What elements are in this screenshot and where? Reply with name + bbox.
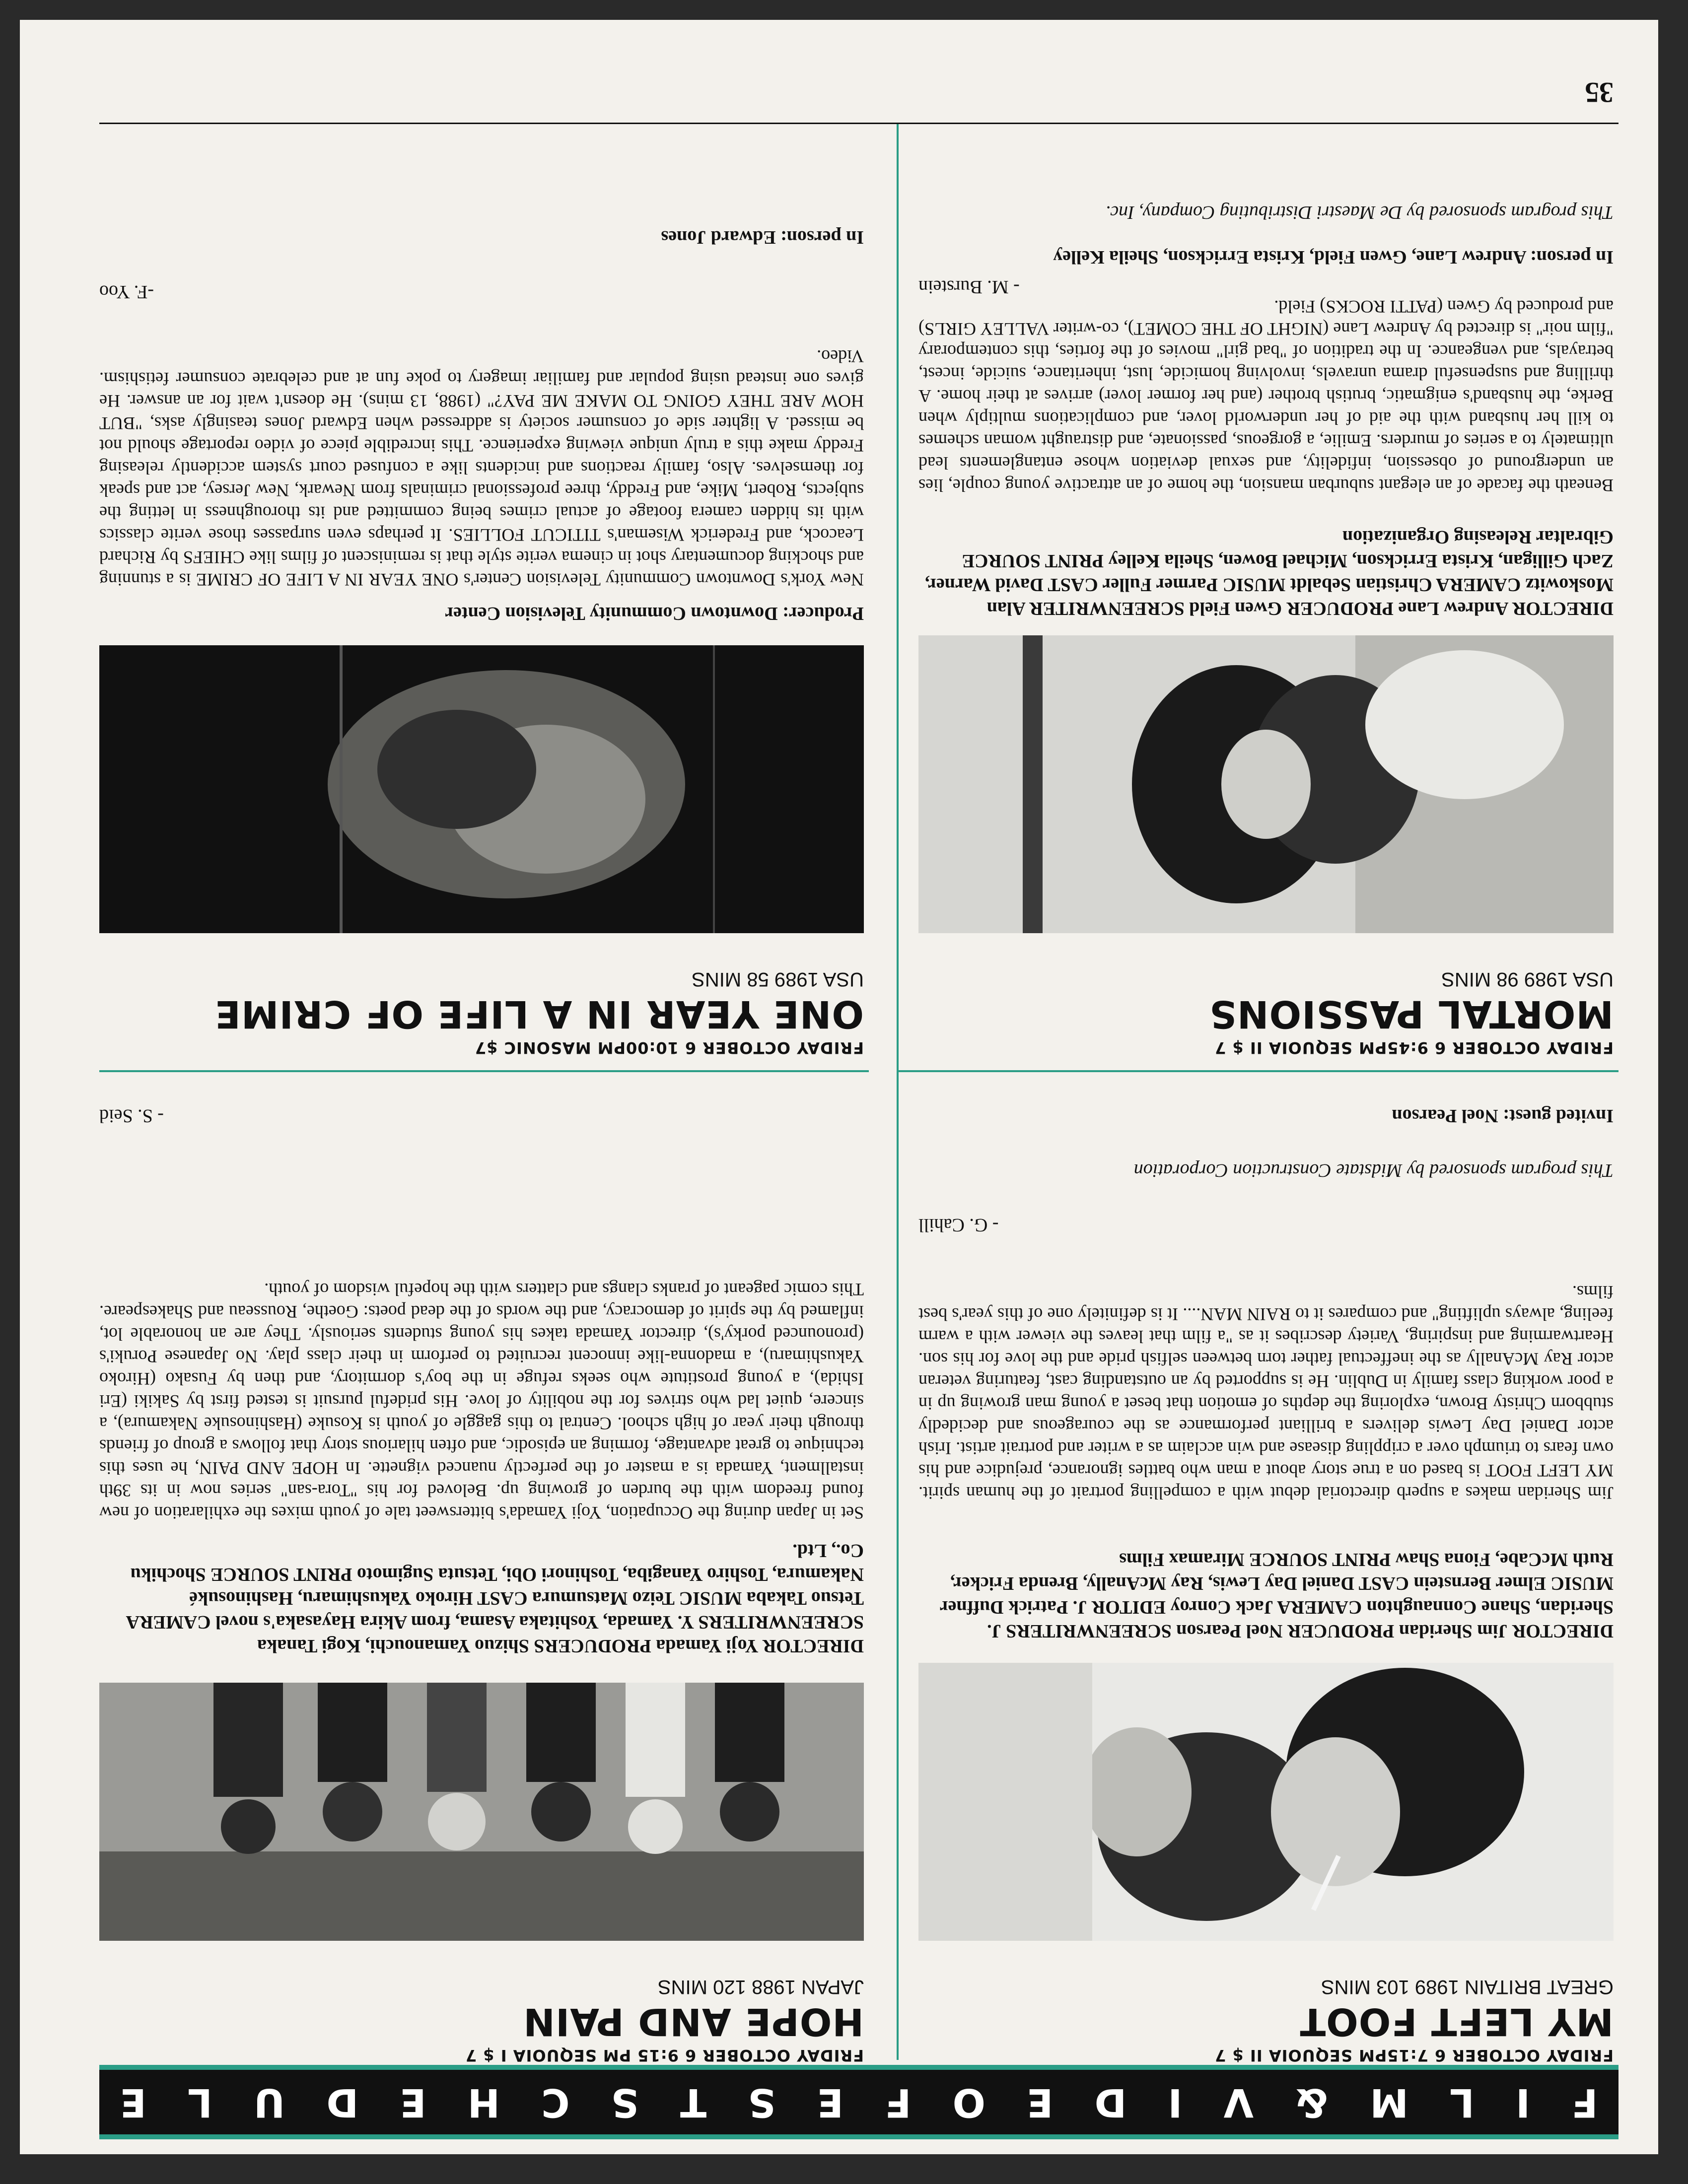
film-credits: Producer: Downtown Community Television Center: [445, 603, 864, 624]
film-title: HOPE AND PAIN: [523, 2000, 864, 2044]
sponsor-note: This program sponsored by De Maestri Distributing Company, Inc.: [1105, 202, 1614, 223]
film-description: New York's Downtown Community Television Center's ONE YEAR IN A LIFE OF CRIME is a stunning and shocking documentary shot in cinema verite style that is reminiscent of films like CHIEFS by Richard Leacock, and Frederick Wiseman's TITICUT FOLLIES. It perhaps even surpasses those verite classics with its hidden camera footage of actual crimes being committed and its thoroughness in letting the subjects, Robert, Mike, and Freddy, three professional criminals from Newark, New Jersey, act and speak for themselves. Also, family reactions and incidents like a confused court system accidently releasing Freddy make this a truly unique viewing experience. This incredible piece of video reportage should not be missed. A lighter side of consumer society is addressed when Edward Jones teasingly asks, "BUT HOW ARE THEY GOING TO MAKE ME PAY?" (1988, 13 mins). He doesn't wait for an answer. He gives one instead using popular and familiar imagery to poke fun at and celebrate consumer fetishism. Video.: [99, 346, 864, 590]
film-credits: DIRECTOR Jim Sheridan PRODUCER Noel Pearson SCREENWRITERS J. Sheridan, Shane Connaughton CAMERA Jack Conroy EDITOR J. Patrick Duffner MUSIC Elmer Bernstein CAST Daniel Day Lewis, Ray McAnally, Brenda Fricker, Ruth McCabe, Fiona Shaw PRINT SOURCE Miramax Films: [940, 1549, 1614, 1641]
banner-letter: S: [748, 2080, 776, 2124]
banner-letter: V: [1223, 2080, 1254, 2124]
film-title: MY LEFT FOOT: [1299, 2000, 1614, 2044]
guest-note: Invited guest: Noel Pearson: [1392, 1105, 1614, 1126]
film-title: MORTAL PASSIONS: [1209, 992, 1614, 1036]
banner-letter: H: [467, 2080, 500, 2124]
film-meta: USA 1989 58 MINS: [692, 968, 864, 990]
photo-still-my-left-foot: [918, 1663, 1614, 1941]
banner-letter: E: [400, 2080, 426, 2124]
sponsor-note: This program sponsored by Midstate Construction Corporation: [1133, 1160, 1614, 1181]
banner-letter: D: [326, 2080, 359, 2124]
guest-note: In person: Andrew Lane, Gwen Field, Krista Errickson, Sheila Kelley: [1053, 247, 1614, 268]
banner-letter: I: [1515, 2080, 1530, 2124]
film-credits: DIRECTOR Andrew Lane PRODUCER Gwen Field SCREENWRITER Alan Moskowitz CAMERA Christian Sebaldt MUSIC Parmer Fuller CAST David Warner, Zach Gilligan, Krista Errickson, Michael Bowen, Sheila Kelley PRINT SOURCE Gibraltar Releasing Organization: [924, 527, 1614, 619]
banner-letter: E: [120, 2080, 146, 2124]
row-divider-left: [899, 1070, 1618, 1072]
screening-info: FRIDAY OCTOBER 6 7:15PM SEQUOIA II $ 7: [1214, 2046, 1614, 2065]
film-meta: JAPAN 1988 120 MINS: [657, 1976, 864, 1998]
footer-rule: [99, 123, 1618, 124]
banner-letter: F: [1571, 2080, 1598, 2124]
film-meta: GREAT BRITAIN 1989 103 MINS: [1321, 1976, 1614, 1998]
banner-letter: M: [1370, 2080, 1408, 2124]
row-divider-right: [99, 1070, 869, 1072]
banner-letter: E: [1027, 2080, 1054, 2124]
film-description: Jim Sheridan makes a superb directorial debut with a compelling portrait of the human spirit. MY LEFT FOOT is based on a true story about a man who battles ignorance, prejudice and his own fears to triumph over a crippling disease and win acclaim as a writer and portrait artist. Irish actor Daniel Day Lewis delivers a brilliant performance as the courageous and decidedly stubborn Christy Brown, exploring the depths of emotion that beset a young man growing up in a poor working class family in Dublin. He is supported by an outstanding cast, featuring veteran actor Ray McAnally as the ineffectual father torn between selfish pride and the love for his son. Heartwarming and inspiring, Variety describes it as "a film that leaves the viewer with a warm feeling, always uplifting" and compares it to RAIN MAN.... It is definitely one of this year's best films.: [918, 1282, 1614, 1503]
guest-note: In person: Edward Jones: [661, 227, 864, 248]
banner-letter: &: [1295, 2080, 1329, 2124]
banner-letter: L: [1450, 2080, 1475, 2124]
banner-letter: T: [680, 2080, 707, 2124]
banner-letter: I: [1168, 2080, 1183, 2124]
film-description: Set in Japan during the Occupation, Yoji Yamada's bittersweet tale of youth mixes the exhilaration of new found freedom with the burden of growing up. Beloved for his "Tora-san" series now in its 39th installment, Yamada is a master of the perfectly nuanced vignette. In HOPE AND PAIN, he uses this technique to great advantage, forming an episodic, and often hilarious story that follows a group of friends through their year of high school. Central to this gaggle of youth is Kosuke (Hashinosuke Nakamura), a sincere, quiet lad who strives for the nobility of love. His prideful pursuit is tested first by Sakiki (Eri Ishida), a young prostitute who seeks refuge in the boy's dormitory, and then by Fusako (Hiroko Yakushimaru), a madonna-like innocent recruited to perform in their class play. No Japanese Poruki's (pronounced porky's), director Yamada takes his young students seriously. They are an honorable lot, inflamed by the spirit of democracy, and the words of the dead poets: Goethe, Rousseau and Shakespeare. This comic pageant of pranks clangs and clatters with the hopeful wisdom of youth.: [99, 1280, 864, 1523]
banner-letter: L: [188, 2080, 212, 2124]
film-title: ONE YEAR IN A LIFE OF CRIME: [214, 992, 864, 1036]
photo-still-hope-and-pain: [99, 1683, 864, 1941]
reviewer-signature: - M. Burstein: [918, 276, 1020, 297]
banner-letter: E: [817, 2080, 844, 2124]
banner-letter: F: [885, 2080, 912, 2124]
page-number: 35: [1585, 76, 1614, 109]
reviewer-signature: - G. Cahill: [918, 1215, 999, 1235]
column-divider: [897, 124, 899, 2060]
film-block-my-left-foot: [918, 1976, 1614, 2065]
banner-letter: D: [1094, 2080, 1127, 2124]
schedule-banner: [99, 2065, 1618, 2139]
reviewer-signature: - S. Seid: [99, 1105, 164, 1126]
film-block-hope-and-pain: [99, 1976, 864, 2065]
screening-info: FRIDAY OCTOBER 6 9:15 PM SEQUOIA I $ 7: [465, 2046, 864, 2065]
screening-info: FRIDAY OCTOBER 6 9:45PM SEQUOIA II $ 7: [1214, 1038, 1614, 1057]
reviewer-signature: -F. Yoo: [99, 281, 154, 302]
film-credits: DIRECTOR Yoji Yamada PRODUCERS Shizuo Yamanouchi, Kogi Tanaka SCREENWRITERS Y. Yamada, Yoshitaka Asama, from Akira Hayasaka's novel CAMERA Tetsuo Takaba MUSIC Teizo Matsumura CAST Hiroko Yakushimaru, Hashinosuké Nakamura, Toshiro Yanagiba, Toshinori Obi, Tetsuta Sugimoto PRINT SOURCE Shochiku Co., Ltd.: [127, 1540, 864, 1656]
film-description: Beneath the facade of an elegant suburban mansion, the home of an attractive young couple, lies an underground of obsession, infidelity, and sexual deviation whose entanglements lead ultimately to a series of murders. Emilie, a gorgeous, passionate, and distraught woman schemes to kill her husband with the aid of her underworld lover, and complications multiply when Berke, the husband's enigmatic, brutish brother (and her former lover) arrives at their home. A thrilling and suspenseful drama unravels, involving homicide, lust, inheritance, suicide, incest, betrayals, and vengeance. In the tradition of "bad girl" movies of the forties, this contemporary "film noir" is directed by Andrew Lane (NIGHT OF THE COMET), co-writer VALLEY GIRLS) and produced by Gwen (PATTI ROCKS) Field.: [918, 297, 1614, 495]
photo-still-one-year-crime: [99, 645, 864, 933]
screening-info: FRIDAY OCTOBER 6 10:00PM MASONIC $7: [474, 1038, 864, 1057]
banner-letter: C: [541, 2080, 570, 2124]
banner-letter: S: [611, 2080, 639, 2124]
film-block-one-year-in-a-life-of-crime: [99, 968, 864, 1057]
film-meta: USA 1989 98 MINS: [1441, 968, 1614, 990]
banner-letter: O: [952, 2080, 985, 2124]
photo-still-mortal-passions: [918, 635, 1614, 933]
film-block-mortal-passions: [918, 968, 1614, 1057]
banner-letter: U: [253, 2080, 285, 2124]
